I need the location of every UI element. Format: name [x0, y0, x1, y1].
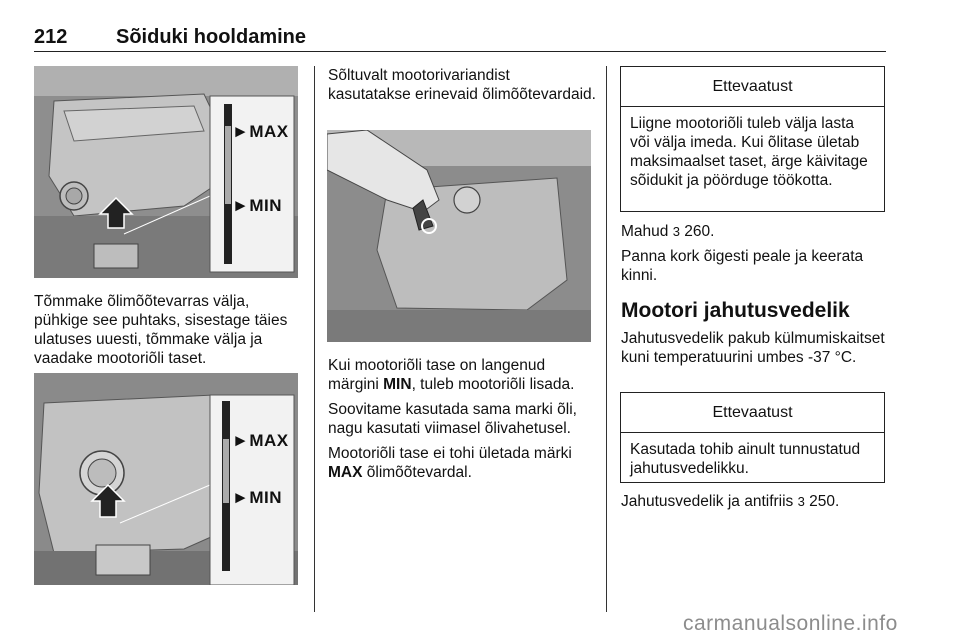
engine-bay-illustration [34, 66, 298, 278]
min-label: MIN [383, 376, 412, 393]
cap-instruction: Panna kork õigesti peale ja keerata kinni. [621, 248, 864, 284]
engine-cover-illustration [34, 373, 298, 585]
max-mark-label-2: ►MAX [232, 431, 289, 450]
page-ref-icon: 3 [672, 224, 680, 239]
max-label: MAX [328, 464, 363, 481]
column-1-text [34, 292, 304, 374]
coolant-ref: Jahutusvedelik ja antifriis 3 250. [621, 493, 840, 510]
page-header [34, 26, 886, 52]
coolant-heading: Mootori jahutusvedelik [621, 299, 850, 322]
watermark: carmanualsonline.info [683, 612, 898, 635]
caution-title-2: Ettevaatust [621, 393, 884, 433]
column-2-text [328, 356, 598, 488]
caution-box-coolant [620, 392, 885, 483]
column-divider-2 [606, 66, 607, 612]
caution-text: Liigne mootoriõli tuleb välja lasta või välja imeda. Kui õlitase ületab maksimaalset taset, ärge käivitage sõidukit ja pöörduge töökotta. [630, 115, 868, 189]
min-level-text: Kui mootoriõli tase on langenud märgini MIN, tuleb mootoriõli lisada. [328, 357, 575, 393]
column-2-intro [328, 66, 596, 110]
page-number: 212 [34, 26, 68, 48]
coolant-page-link[interactable]: 250. [809, 493, 840, 510]
dipstick-figure-2 [34, 373, 298, 585]
min-mark-label-2: ►MIN [232, 488, 282, 507]
caution-title: Ettevaatust [621, 67, 884, 107]
oil-filling-figure [327, 130, 591, 342]
min-mark-label: ►MIN [232, 196, 282, 215]
coolant-ref-block [621, 492, 887, 517]
max-mark-label: ►MAX [232, 122, 289, 141]
oil-filling-illustration [327, 130, 591, 342]
caution-text-2: Kasutada tohib ainult tunnustatud jahutusvedelikku. [630, 441, 861, 477]
column-3-text [621, 222, 887, 373]
max-level-text: Mootoriõli tase ei tohi ületada märki MAX õlimõõtevardal. [328, 445, 572, 481]
dipstick-figure-1 [34, 66, 298, 278]
capacity-ref: Mahud 3 260. [621, 223, 715, 240]
header-rule [34, 51, 886, 52]
section-title: Sõiduki hooldamine [116, 26, 307, 48]
dipstick-instruction: Tõmmake õlimõõtevarras välja, pühkige see puhtaks, sisestage täies ulatuses uuesti, tõmmake välja ja vaadake mootoriõli taset. [34, 293, 288, 367]
page-ref-icon-2: 3 [797, 494, 805, 509]
dipstick-variants-text: Sõltuvalt mootorivariandist kasutatakse erinevaid õlimõõtevardaid. [328, 67, 596, 103]
caution-box-oil [620, 66, 885, 212]
same-brand-text: Soovitame kasutada sama marki õli, nagu kasutati viimasel õlivahetusel. [328, 401, 577, 437]
coolant-text: Jahutusvedelik pakub külmumiskaitset kuni temperatuurini umbes -37 °C. [621, 330, 885, 366]
capacity-page-link[interactable]: 260. [684, 223, 715, 240]
column-divider-1 [314, 66, 315, 612]
